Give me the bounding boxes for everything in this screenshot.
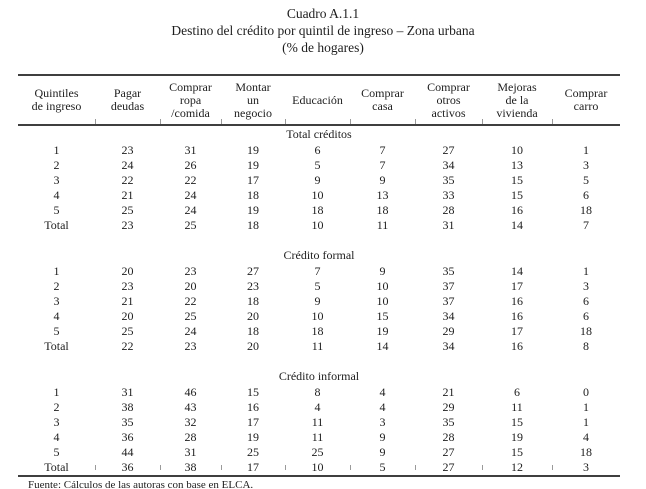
data-cell: 7 xyxy=(583,218,589,232)
data-cell: 33 xyxy=(442,188,455,202)
row-label: 4 xyxy=(53,188,60,202)
data-cell: 15 xyxy=(511,415,523,429)
cell-border-tick xyxy=(350,119,351,124)
row-label: Total xyxy=(44,339,69,353)
data-cell: 11 xyxy=(311,339,324,353)
data-cell: 27 xyxy=(442,445,455,459)
data-cell: 17 xyxy=(511,279,523,293)
cell-border-tick xyxy=(95,119,96,124)
data-cell: 4 xyxy=(379,400,386,414)
table-number: Cuadro A.1.1 xyxy=(286,6,360,21)
data-cell: 32 xyxy=(184,415,197,429)
table-row xyxy=(18,143,620,158)
cell-border-tick xyxy=(95,465,96,470)
table-row xyxy=(18,460,620,476)
data-cell: 36 xyxy=(121,460,134,474)
data-cell: 12 xyxy=(511,460,523,474)
column-header xyxy=(285,75,350,125)
data-cell: 25 xyxy=(247,445,259,459)
data-cell: 18 xyxy=(311,324,324,338)
data-cell: 38 xyxy=(121,400,134,414)
data-cell: 6 xyxy=(514,385,520,399)
data-cell: 19 xyxy=(247,203,259,217)
data-cell: 27 xyxy=(442,143,455,157)
section-label: Crédito formal xyxy=(283,248,355,262)
data-cell: 36 xyxy=(121,430,134,444)
row-label: 1 xyxy=(53,143,60,157)
data-cell: 3 xyxy=(583,279,589,293)
table-row xyxy=(18,309,620,324)
row-label: 1 xyxy=(53,385,60,399)
column-header xyxy=(160,75,221,125)
column-header xyxy=(18,75,95,125)
data-cell: 34 xyxy=(442,158,455,172)
data-cell: 31 xyxy=(442,218,455,232)
data-cell: 29 xyxy=(442,400,455,414)
data-cell: 28 xyxy=(442,430,455,444)
table-row xyxy=(18,430,620,445)
data-cell: 20 xyxy=(184,279,197,293)
row-label: 2 xyxy=(53,158,60,172)
column-header xyxy=(221,75,285,125)
column-header-line: Comprar xyxy=(169,79,212,94)
data-cell: 13 xyxy=(376,188,389,202)
data-cell: 5 xyxy=(379,460,386,474)
column-header xyxy=(415,75,482,125)
data-cell: 35 xyxy=(442,415,455,429)
section-label: Total créditos xyxy=(286,127,352,141)
data-cell: 0 xyxy=(583,385,589,399)
row-label: 5 xyxy=(53,324,60,338)
data-cell: 16 xyxy=(511,309,523,323)
row-label: 1 xyxy=(53,264,60,278)
data-cell: 35 xyxy=(442,264,455,278)
table-row xyxy=(18,294,620,309)
data-cell: 15 xyxy=(511,188,523,202)
data-cell: 1 xyxy=(583,415,589,429)
data-cell: 43 xyxy=(184,400,197,414)
table-caption xyxy=(0,0,646,56)
data-cell: 10 xyxy=(511,143,523,157)
data-cell: 34 xyxy=(442,339,455,353)
table-row xyxy=(18,339,620,354)
data-cell: 24 xyxy=(121,158,134,172)
cell-border-tick xyxy=(221,119,222,124)
data-cell: 11 xyxy=(511,400,523,414)
data-cell: 10 xyxy=(376,294,389,308)
data-cell: 6 xyxy=(583,294,589,308)
column-header-line: Educación xyxy=(292,92,343,107)
data-cell: 3 xyxy=(583,460,589,474)
data-cell: 6 xyxy=(583,309,589,323)
data-cell: 9 xyxy=(379,264,386,278)
data-cell: 34 xyxy=(442,309,455,323)
cell-border-tick xyxy=(552,119,553,124)
data-cell: 5 xyxy=(583,173,589,187)
column-header-line: casa xyxy=(372,99,393,113)
data-cell: 18 xyxy=(580,203,592,217)
row-label: 4 xyxy=(53,430,60,444)
data-cell: 5 xyxy=(314,158,321,172)
data-cell: 4 xyxy=(583,430,589,444)
data-cell: 25 xyxy=(184,309,197,323)
data-cell: 21 xyxy=(121,294,134,308)
data-cell: 20 xyxy=(247,309,259,323)
data-cell: 18 xyxy=(580,324,592,338)
spacer-cell xyxy=(18,233,620,247)
column-header-line: /comida xyxy=(171,105,210,120)
data-cell: 18 xyxy=(311,203,324,217)
data-cell: 10 xyxy=(311,309,324,323)
data-cell: 27 xyxy=(442,460,455,474)
data-cell: 19 xyxy=(247,158,259,172)
data-cell: 17 xyxy=(247,173,259,187)
data-cell: 35 xyxy=(442,173,455,187)
column-header-line: activos xyxy=(431,105,466,120)
column-header-line: negocio xyxy=(234,105,272,120)
spacer-row xyxy=(18,354,620,368)
row-label: Total xyxy=(44,460,69,474)
row-label: 2 xyxy=(53,400,60,414)
data-cell: 16 xyxy=(247,400,259,414)
data-cell: 25 xyxy=(121,203,134,217)
data-cell: 19 xyxy=(376,324,389,338)
cell-border-tick xyxy=(285,465,286,470)
section-label-row xyxy=(18,368,620,385)
data-cell: 18 xyxy=(247,218,259,232)
table-row xyxy=(18,218,620,233)
data-cell: 11 xyxy=(376,218,389,232)
data-cell: 7 xyxy=(379,158,386,172)
column-header-line: deudas xyxy=(110,99,145,113)
data-cell: 23 xyxy=(184,339,197,353)
data-cell: 11 xyxy=(311,415,324,429)
data-cell: 16 xyxy=(511,203,523,217)
data-cell: 23 xyxy=(121,279,134,293)
data-cell: 17 xyxy=(247,415,259,429)
data-cell: 18 xyxy=(247,324,259,338)
cell-border-tick xyxy=(285,119,286,124)
row-label: 2 xyxy=(53,279,60,293)
data-cell: 14 xyxy=(511,264,523,278)
table-row xyxy=(18,415,620,430)
column-header-line: un xyxy=(247,92,259,107)
column-header-line: carro xyxy=(573,99,599,113)
data-cell: 15 xyxy=(511,445,523,459)
column-header-line: Quintiles xyxy=(34,86,79,100)
cell-border-tick xyxy=(552,465,553,470)
row-label: 3 xyxy=(53,173,60,187)
data-cell: 5 xyxy=(314,279,321,293)
table-row xyxy=(18,400,620,415)
data-cell: 18 xyxy=(247,294,259,308)
column-header-line: Comprar xyxy=(564,86,608,100)
section-label-row xyxy=(18,125,620,143)
data-cell: 31 xyxy=(184,143,197,157)
data-cell: 37 xyxy=(442,279,455,293)
table-subtitle: (% de hogares) xyxy=(282,40,364,55)
cell-border-tick xyxy=(350,465,351,470)
column-header xyxy=(350,75,415,125)
data-cell: 1 xyxy=(583,264,589,278)
data-cell: 10 xyxy=(311,460,324,474)
table-row xyxy=(18,445,620,460)
row-label: 3 xyxy=(53,415,60,429)
column-header-line: vivienda xyxy=(496,105,538,120)
data-cell: 15 xyxy=(376,309,389,323)
cell-border-tick xyxy=(482,465,483,470)
data-cell: 7 xyxy=(314,264,321,278)
table-row xyxy=(18,158,620,173)
data-cell: 22 xyxy=(184,294,197,308)
data-cell: 16 xyxy=(511,294,523,308)
data-cell: 20 xyxy=(121,264,134,278)
data-cell: 10 xyxy=(311,218,324,232)
data-cell: 28 xyxy=(184,430,197,444)
data-cell: 31 xyxy=(184,445,197,459)
data-cell: 19 xyxy=(247,430,259,444)
credit-destination-table xyxy=(18,74,620,477)
data-cell: 25 xyxy=(311,445,324,459)
data-cell: 13 xyxy=(511,158,523,172)
column-header-line: Montar xyxy=(235,79,271,94)
column-header xyxy=(95,75,160,125)
data-cell: 18 xyxy=(247,188,259,202)
spacer-cell xyxy=(18,354,620,368)
data-cell: 7 xyxy=(379,143,386,157)
table-row xyxy=(18,173,620,188)
column-header-line: Pagar xyxy=(113,86,142,100)
table-row xyxy=(18,385,620,400)
data-cell: 1 xyxy=(583,400,589,414)
spacer-row xyxy=(18,233,620,247)
data-cell: 15 xyxy=(247,385,259,399)
data-cell: 25 xyxy=(121,324,134,338)
row-label: 5 xyxy=(53,203,60,217)
data-cell: 23 xyxy=(184,264,197,278)
data-cell: 9 xyxy=(379,445,386,459)
data-cell: 44 xyxy=(121,445,134,459)
data-cell: 24 xyxy=(184,324,197,338)
table-row xyxy=(18,324,620,339)
data-cell: 27 xyxy=(247,264,259,278)
data-cell: 11 xyxy=(311,430,324,444)
data-cell: 35 xyxy=(121,415,134,429)
data-cell: 19 xyxy=(247,143,259,157)
data-cell: 17 xyxy=(511,324,523,338)
data-cell: 3 xyxy=(379,415,386,429)
cell-border-tick xyxy=(415,119,416,124)
data-cell: 14 xyxy=(376,339,389,353)
data-cell: 19 xyxy=(511,430,523,444)
data-cell: 1 xyxy=(583,143,589,157)
header-row xyxy=(18,75,620,125)
column-header-line: Comprar xyxy=(427,79,470,94)
data-cell: 37 xyxy=(442,294,455,308)
column-header xyxy=(482,75,552,125)
data-cell: 26 xyxy=(184,158,197,172)
column-header-line: Mejoras xyxy=(497,79,537,94)
data-cell: 18 xyxy=(376,203,389,217)
source-note: Fuente: Cálculos de las autoras con base en ELCA. xyxy=(28,479,254,489)
data-cell: 9 xyxy=(314,294,321,308)
data-cell: 9 xyxy=(379,430,386,444)
data-cell: 17 xyxy=(247,460,259,474)
data-cell: 14 xyxy=(511,218,523,232)
data-cell: 3 xyxy=(583,158,589,172)
column-header-line: de la xyxy=(505,92,529,107)
data-cell: 18 xyxy=(580,445,592,459)
column-header xyxy=(552,75,620,125)
cell-border-tick xyxy=(415,465,416,470)
data-cell: 8 xyxy=(583,339,589,353)
data-cell: 8 xyxy=(314,385,321,399)
section-label-row xyxy=(18,247,620,264)
data-cell: 24 xyxy=(184,203,197,217)
cell-border-tick xyxy=(160,465,161,470)
section-label: Crédito informal xyxy=(278,369,360,383)
data-cell: 9 xyxy=(314,173,321,187)
table-row xyxy=(18,188,620,203)
cell-border-tick xyxy=(221,465,222,470)
row-label: 3 xyxy=(53,294,60,308)
data-cell: 22 xyxy=(121,173,134,187)
row-label: Total xyxy=(44,218,69,232)
cell-border-tick xyxy=(482,119,483,124)
data-cell: 10 xyxy=(376,279,389,293)
data-cell: 6 xyxy=(314,143,321,157)
data-cell: 20 xyxy=(121,309,134,323)
data-cell: 31 xyxy=(121,385,134,399)
data-cell: 24 xyxy=(184,188,197,202)
data-cell: 23 xyxy=(247,279,259,293)
cell-border-tick xyxy=(160,119,161,124)
data-cell: 23 xyxy=(121,143,134,157)
data-cell: 16 xyxy=(511,339,523,353)
table-row xyxy=(18,264,620,279)
column-header-line: de ingreso xyxy=(31,99,82,113)
column-header-line: Comprar xyxy=(361,86,404,100)
column-header-line: otros xyxy=(436,92,461,107)
data-cell: 20 xyxy=(247,339,259,353)
data-cell: 4 xyxy=(379,385,386,399)
data-cell: 21 xyxy=(442,385,455,399)
data-cell: 4 xyxy=(314,400,321,414)
data-cell: 29 xyxy=(442,324,455,338)
data-cell: 28 xyxy=(442,203,455,217)
data-cell: 23 xyxy=(121,218,134,232)
data-cell: 15 xyxy=(511,173,523,187)
column-header-line: ropa xyxy=(179,92,202,107)
data-cell: 22 xyxy=(184,173,197,187)
table-title: Destino del crédito por quintil de ingreso – Zona urbana xyxy=(171,23,475,38)
data-cell: 10 xyxy=(311,188,324,202)
data-cell: 25 xyxy=(184,218,197,232)
data-cell: 38 xyxy=(184,460,197,474)
data-cell: 9 xyxy=(379,173,386,187)
data-cell: 6 xyxy=(583,188,589,202)
row-label: 5 xyxy=(53,445,60,459)
data-cell: 21 xyxy=(121,188,134,202)
data-cell: 22 xyxy=(121,339,134,353)
table-row xyxy=(18,279,620,294)
table-row xyxy=(18,203,620,218)
data-cell: 46 xyxy=(184,385,197,399)
row-label: 4 xyxy=(53,309,60,323)
